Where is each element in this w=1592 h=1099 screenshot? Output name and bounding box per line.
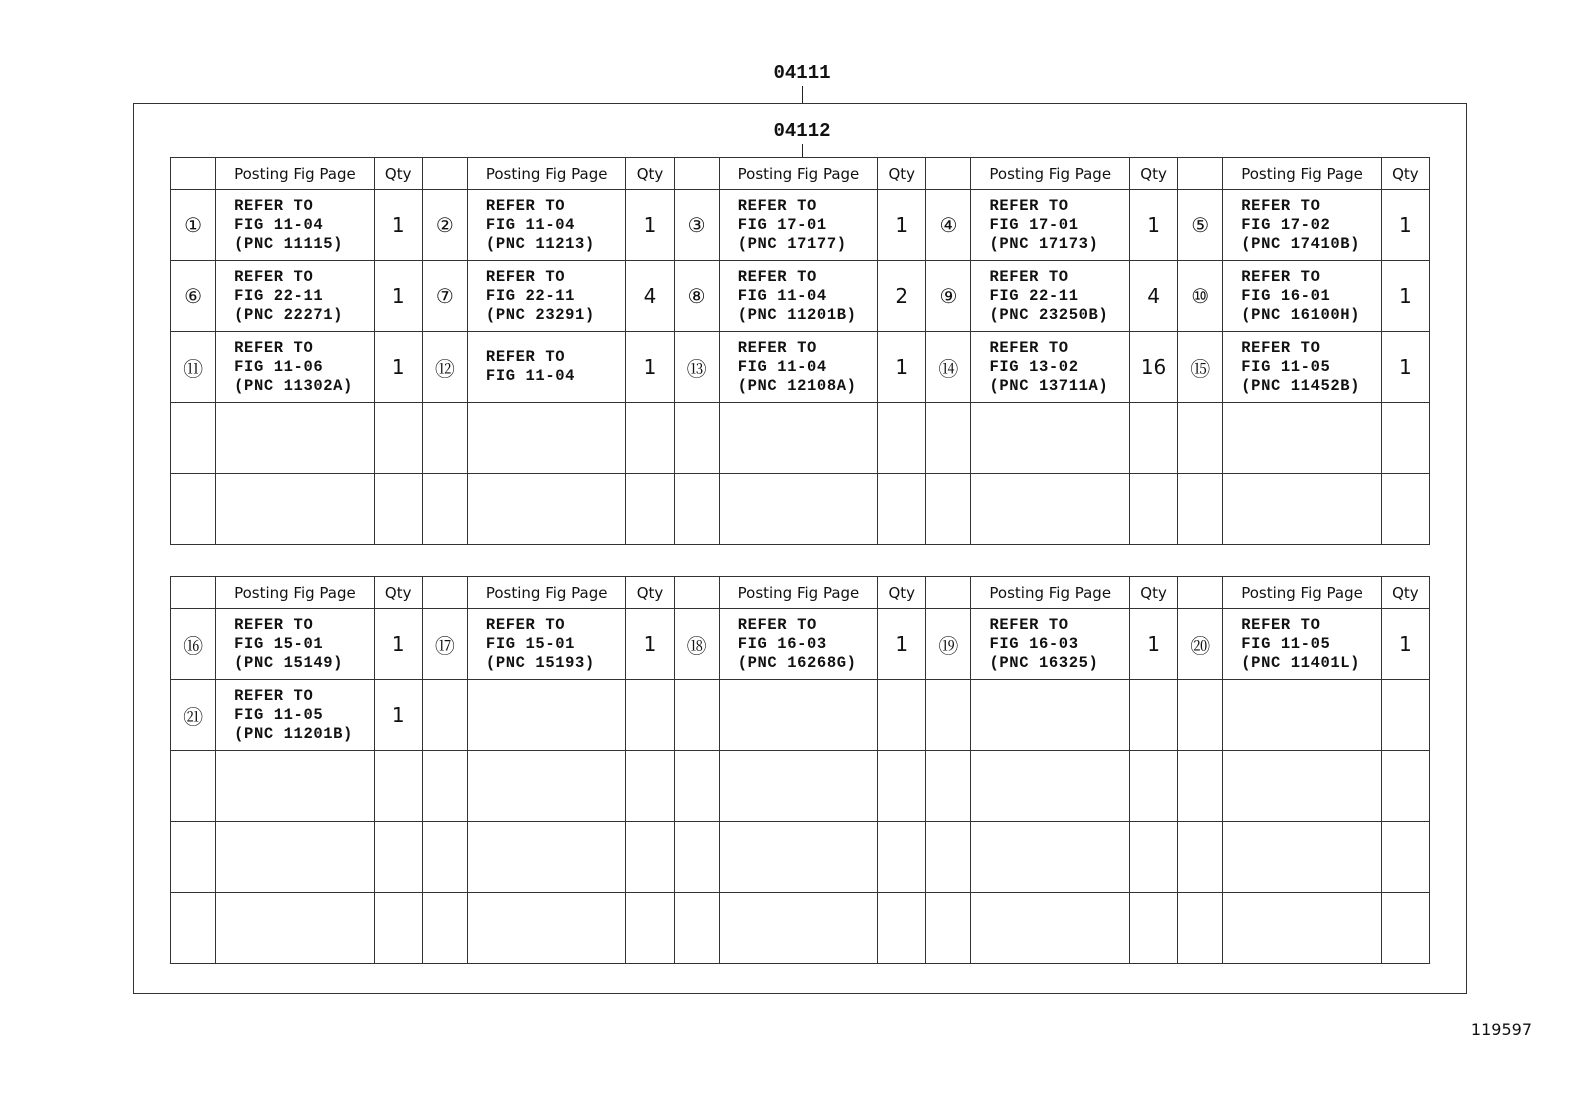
- fig-reference-line: (PNC 22271): [234, 305, 344, 324]
- item-qty: [1129, 403, 1177, 474]
- fig-reference-line: FIG 11-04: [485, 367, 576, 385]
- header-posting-fig-page: Posting Fig Page: [719, 158, 878, 190]
- item-number: [422, 822, 467, 893]
- item-number: [1178, 474, 1223, 545]
- item-qty: [626, 474, 674, 545]
- header-qty: Qty: [878, 158, 926, 190]
- header-posting-fig-page: Posting Fig Page: [1223, 158, 1382, 190]
- fig-reference: [971, 822, 1130, 893]
- item-qty: [1381, 751, 1429, 822]
- fig-reference: [467, 822, 626, 893]
- fig-reference: [467, 190, 626, 261]
- header-index-cell: [674, 577, 719, 609]
- fig-reference-line: (PNC 16100H): [1241, 305, 1361, 324]
- item-number: [422, 751, 467, 822]
- item-number: ⑰: [422, 609, 467, 680]
- fig-reference: [719, 822, 878, 893]
- fig-reference: [719, 332, 878, 403]
- item-number: ⑧: [674, 261, 719, 332]
- fig-reference: [216, 261, 375, 332]
- fig-reference-line: (PNC 16268G): [737, 653, 857, 672]
- item-number: ⑤: [1178, 190, 1223, 261]
- item-qty: 1: [878, 190, 926, 261]
- item-number: [674, 751, 719, 822]
- table-row: [171, 609, 1430, 680]
- fig-reference-line: REFER TO: [737, 196, 817, 215]
- table-row: [171, 261, 1430, 332]
- fig-reference: [216, 403, 375, 474]
- item-qty: [1129, 893, 1177, 964]
- fig-reference-line: REFER TO: [234, 196, 314, 215]
- fig-reference-line: FIG 13-02: [989, 357, 1079, 376]
- fig-reference-line: FIG 15-01: [485, 634, 576, 653]
- fig-reference-line: FIG 22-11: [234, 286, 324, 305]
- item-qty: [878, 822, 926, 893]
- fig-reference: [719, 190, 878, 261]
- fig-reference: [971, 609, 1130, 680]
- fig-reference-line: (PNC 11213): [485, 234, 595, 253]
- fig-reference: [719, 261, 878, 332]
- item-number: [674, 893, 719, 964]
- item-number: ⑲: [926, 609, 971, 680]
- header-posting-fig-page: Posting Fig Page: [216, 158, 375, 190]
- item-number: [1178, 822, 1223, 893]
- item-number: [1178, 680, 1223, 751]
- item-number: [171, 403, 216, 474]
- fig-reference-line: (PNC 11201B): [234, 724, 353, 743]
- item-number: [171, 751, 216, 822]
- fig-reference-line: FIG 11-05: [1241, 357, 1331, 376]
- item-qty: 1: [1129, 190, 1177, 261]
- callout-outer-label: 04111: [773, 62, 831, 84]
- item-qty: [626, 822, 674, 893]
- fig-reference: [467, 332, 626, 403]
- fig-reference-line: (PNC 11401L): [1241, 653, 1361, 672]
- callout-inner-label: 04112: [773, 120, 831, 142]
- fig-reference: [467, 893, 626, 964]
- table-row: [171, 474, 1430, 545]
- item-qty: [878, 893, 926, 964]
- item-qty: 16: [1129, 332, 1177, 403]
- item-number: ①: [171, 190, 216, 261]
- fig-reference-line: (PNC 16325): [989, 653, 1099, 672]
- table-row: [171, 893, 1430, 964]
- item-number: ⑩: [1178, 261, 1223, 332]
- item-qty: [374, 403, 422, 474]
- table-row: [171, 680, 1430, 751]
- fig-reference-line: REFER TO: [234, 615, 314, 634]
- table-row: [171, 403, 1430, 474]
- header-index-cell: [926, 158, 971, 190]
- fig-reference: [719, 403, 878, 474]
- fig-reference: [971, 190, 1130, 261]
- header-posting-fig-page: Posting Fig Page: [971, 577, 1130, 609]
- item-qty: [626, 403, 674, 474]
- item-qty: [1381, 680, 1429, 751]
- table-row: [171, 190, 1430, 261]
- fig-reference-line: FIG 11-04: [737, 286, 827, 305]
- header-index-cell: [422, 158, 467, 190]
- item-qty: [374, 893, 422, 964]
- item-number: [926, 751, 971, 822]
- fig-reference-line: REFER TO: [737, 615, 817, 634]
- header-index-cell: [171, 577, 216, 609]
- table-header-row: [171, 158, 1430, 190]
- item-qty: [1129, 680, 1177, 751]
- header-qty: Qty: [374, 158, 422, 190]
- item-qty: [626, 893, 674, 964]
- item-qty: 4: [626, 261, 674, 332]
- fig-reference-line: REFER TO: [485, 348, 566, 366]
- item-qty: [374, 751, 422, 822]
- item-number: [171, 822, 216, 893]
- fig-reference: [1223, 261, 1382, 332]
- header-qty: Qty: [1381, 158, 1429, 190]
- item-number: [1178, 751, 1223, 822]
- fig-reference: [216, 893, 375, 964]
- fig-reference-line: (PNC 11201B): [737, 305, 857, 324]
- header-qty: Qty: [1129, 158, 1177, 190]
- item-number: ⑭: [926, 332, 971, 403]
- fig-reference-line: FIG 11-05: [1241, 634, 1331, 653]
- fig-reference-line: FIG 16-01: [1241, 286, 1331, 305]
- item-qty: [1381, 403, 1429, 474]
- fig-reference-line: (PNC 17410B): [1241, 234, 1361, 253]
- item-qty: 1: [626, 609, 674, 680]
- item-qty: [626, 751, 674, 822]
- fig-reference: [971, 893, 1130, 964]
- fig-reference: [971, 261, 1130, 332]
- fig-reference-line: FIG 11-05: [234, 705, 324, 724]
- item-qty: [878, 403, 926, 474]
- header-posting-fig-page: Posting Fig Page: [1223, 577, 1382, 609]
- reference-table-bottom: [170, 576, 1430, 964]
- item-qty: 1: [878, 332, 926, 403]
- fig-reference-line: FIG 17-01: [989, 215, 1079, 234]
- header-posting-fig-page: Posting Fig Page: [467, 577, 626, 609]
- item-qty: [1381, 822, 1429, 893]
- item-number: [422, 893, 467, 964]
- header-qty: Qty: [1129, 577, 1177, 609]
- fig-reference-line: (PNC 15193): [485, 653, 595, 672]
- header-qty: Qty: [626, 158, 674, 190]
- header-index-cell: [1178, 577, 1223, 609]
- fig-reference-line: (PNC 11302A): [234, 376, 353, 395]
- item-number: ⑦: [422, 261, 467, 332]
- fig-reference-line: (PNC 13711A): [989, 376, 1109, 395]
- item-number: [1178, 403, 1223, 474]
- item-qty: 1: [374, 680, 422, 751]
- item-number: [674, 822, 719, 893]
- item-number: [926, 403, 971, 474]
- fig-reference: [216, 474, 375, 545]
- item-number: ⑳: [1178, 609, 1223, 680]
- fig-reference: [719, 609, 878, 680]
- item-qty: [878, 751, 926, 822]
- fig-reference-line: (PNC 12108A): [737, 376, 857, 395]
- fig-reference: [1223, 822, 1382, 893]
- item-qty: 1: [626, 190, 674, 261]
- item-number: [674, 403, 719, 474]
- fig-reference-line: REFER TO: [989, 338, 1069, 357]
- item-qty: [374, 474, 422, 545]
- item-number: [422, 680, 467, 751]
- header-posting-fig-page: Posting Fig Page: [719, 577, 878, 609]
- fig-reference-line: REFER TO: [1241, 615, 1321, 634]
- header-posting-fig-page: Posting Fig Page: [467, 158, 626, 190]
- item-qty: 1: [626, 332, 674, 403]
- fig-reference-line: REFER TO: [1241, 196, 1321, 215]
- fig-reference-line: FIG 22-11: [485, 286, 576, 305]
- fig-reference: [467, 609, 626, 680]
- fig-reference: [1223, 893, 1382, 964]
- fig-reference: [467, 403, 626, 474]
- fig-reference-line: (PNC 11452B): [1241, 376, 1361, 395]
- item-qty: [1381, 893, 1429, 964]
- item-number: [926, 893, 971, 964]
- fig-reference-line: REFER TO: [485, 196, 566, 215]
- item-number: ⑫: [422, 332, 467, 403]
- fig-reference: [1223, 609, 1382, 680]
- item-qty: [1129, 474, 1177, 545]
- fig-reference-line: FIG 11-04: [737, 357, 827, 376]
- item-qty: [1381, 474, 1429, 545]
- fig-reference-line: (PNC 17177): [737, 234, 847, 253]
- table-row: [171, 822, 1430, 893]
- fig-reference-line: REFER TO: [737, 267, 817, 286]
- fig-reference-line: FIG 11-06: [234, 357, 324, 376]
- fig-reference-line: FIG 16-03: [737, 634, 827, 653]
- fig-reference-line: (PNC 15149): [234, 653, 344, 672]
- item-number: ⑪: [171, 332, 216, 403]
- header-posting-fig-page: Posting Fig Page: [971, 158, 1130, 190]
- fig-reference: [971, 403, 1130, 474]
- fig-reference: [971, 474, 1130, 545]
- item-qty: 1: [1381, 609, 1429, 680]
- fig-reference: [216, 609, 375, 680]
- fig-reference-line: REFER TO: [737, 338, 817, 357]
- header-qty: Qty: [626, 577, 674, 609]
- header-qty: Qty: [374, 577, 422, 609]
- item-number: [171, 474, 216, 545]
- fig-reference: [467, 680, 626, 751]
- header-index-cell: [422, 577, 467, 609]
- header-index-cell: [674, 158, 719, 190]
- fig-reference-line: (PNC 11115): [234, 234, 344, 253]
- item-number: ③: [674, 190, 719, 261]
- item-qty: 1: [1381, 190, 1429, 261]
- fig-reference-line: FIG 17-02: [1241, 215, 1331, 234]
- item-number: ⑯: [171, 609, 216, 680]
- item-qty: [878, 680, 926, 751]
- fig-reference: [719, 474, 878, 545]
- fig-reference-line: REFER TO: [1241, 338, 1321, 357]
- fig-reference: [216, 751, 375, 822]
- item-number: [1178, 893, 1223, 964]
- fig-reference-line: REFER TO: [989, 196, 1069, 215]
- item-number: [926, 822, 971, 893]
- item-qty: [1129, 751, 1177, 822]
- fig-reference-line: REFER TO: [989, 267, 1069, 286]
- item-number: ⑬: [674, 332, 719, 403]
- item-number: [674, 680, 719, 751]
- fig-reference: [216, 190, 375, 261]
- item-number: ㉑: [171, 680, 216, 751]
- item-number: [926, 474, 971, 545]
- item-qty: [626, 680, 674, 751]
- fig-reference: [216, 680, 375, 751]
- header-posting-fig-page: Posting Fig Page: [216, 577, 375, 609]
- item-qty: 1: [878, 609, 926, 680]
- header-index-cell: [926, 577, 971, 609]
- fig-reference: [719, 751, 878, 822]
- fig-reference-line: (PNC 17173): [989, 234, 1099, 253]
- fig-reference-line: REFER TO: [234, 267, 314, 286]
- fig-reference: [719, 893, 878, 964]
- header-qty: Qty: [878, 577, 926, 609]
- item-qty: [878, 474, 926, 545]
- fig-reference-line: REFER TO: [989, 615, 1069, 634]
- item-qty: 1: [1129, 609, 1177, 680]
- fig-reference-line: REFER TO: [1241, 267, 1321, 286]
- table-row: [171, 332, 1430, 403]
- fig-reference: [1223, 403, 1382, 474]
- header-qty: Qty: [1381, 577, 1429, 609]
- item-qty: 1: [374, 332, 422, 403]
- item-qty: [1129, 822, 1177, 893]
- fig-reference: [1223, 474, 1382, 545]
- item-number: ⑮: [1178, 332, 1223, 403]
- item-qty: [374, 822, 422, 893]
- fig-reference: [467, 474, 626, 545]
- item-qty: 1: [374, 609, 422, 680]
- fig-reference-line: FIG 17-01: [737, 215, 827, 234]
- callout-outer-leader: [802, 86, 803, 103]
- item-qty: 1: [1381, 332, 1429, 403]
- fig-reference-line: REFER TO: [485, 615, 566, 634]
- fig-reference-line: (PNC 23250B): [989, 305, 1109, 324]
- fig-reference-line: (PNC 23291): [485, 305, 595, 324]
- fig-reference-line: FIG 16-03: [989, 634, 1079, 653]
- item-qty: 1: [374, 261, 422, 332]
- item-number: [422, 403, 467, 474]
- fig-reference-line: REFER TO: [234, 338, 314, 357]
- illustration-id: 119597: [1470, 1020, 1532, 1039]
- fig-reference-line: FIG 11-04: [234, 215, 324, 234]
- fig-reference-line: REFER TO: [234, 686, 314, 705]
- item-number: [926, 680, 971, 751]
- table-row: [171, 751, 1430, 822]
- fig-reference: [971, 680, 1130, 751]
- reference-table-top: [170, 157, 1430, 545]
- fig-reference: [1223, 680, 1382, 751]
- item-qty: 4: [1129, 261, 1177, 332]
- fig-reference: [467, 261, 626, 332]
- fig-reference-line: REFER TO: [485, 267, 566, 286]
- table-header-row: [171, 577, 1430, 609]
- fig-reference: [467, 751, 626, 822]
- item-number: ⑥: [171, 261, 216, 332]
- fig-reference: [1223, 332, 1382, 403]
- item-number: [674, 474, 719, 545]
- item-number: ⑨: [926, 261, 971, 332]
- fig-reference-line: FIG 11-04: [485, 215, 576, 234]
- header-index-cell: [1178, 158, 1223, 190]
- fig-reference: [1223, 751, 1382, 822]
- fig-reference: [971, 751, 1130, 822]
- item-qty: 1: [374, 190, 422, 261]
- fig-reference-line: FIG 22-11: [989, 286, 1079, 305]
- item-number: ②: [422, 190, 467, 261]
- item-number: [171, 893, 216, 964]
- item-qty: 1: [1381, 261, 1429, 332]
- fig-reference: [971, 332, 1130, 403]
- item-number: [422, 474, 467, 545]
- fig-reference: [1223, 190, 1382, 261]
- fig-reference-line: FIG 15-01: [234, 634, 324, 653]
- fig-reference: [719, 680, 878, 751]
- item-number: ⑱: [674, 609, 719, 680]
- header-index-cell: [171, 158, 216, 190]
- item-qty: 2: [878, 261, 926, 332]
- item-number: ④: [926, 190, 971, 261]
- fig-reference: [216, 332, 375, 403]
- fig-reference: [216, 822, 375, 893]
